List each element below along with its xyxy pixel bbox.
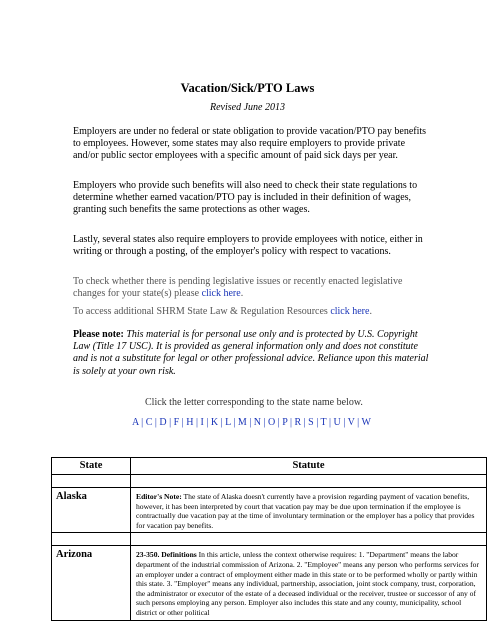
- letter-link-l[interactable]: L: [225, 417, 231, 428]
- letter-index: [132, 417, 371, 428]
- intro-paragraph-1: Employers are under no federal or state obligation to provide vacation/PTO pay benefits to employees. However, some states may also require employers to provide private and/or public sector employees with a specific amount of paid sick days per year.: [73, 126, 427, 162]
- statute-heading: 23-350. Definitions: [136, 550, 197, 560]
- letter-separator: |: [275, 417, 283, 428]
- statute-cell: [131, 546, 487, 620]
- letter-link-d[interactable]: D: [159, 417, 167, 428]
- letter-link-m[interactable]: M: [237, 417, 247, 428]
- letter-separator: |: [260, 417, 268, 428]
- legislation-text: To check whether there is pending legislative issues or recently enacted legislative changes for your state(s) please: [73, 276, 403, 300]
- letter-link-p[interactable]: P: [282, 417, 288, 428]
- resources-paragraph: To access additional SHRM State Law & Regulation Resources click here.: [73, 306, 372, 317]
- letter-link-a[interactable]: A: [132, 417, 139, 428]
- state-cell: Arizona: [52, 546, 131, 620]
- note-label: Please note:: [73, 329, 124, 340]
- table-row: [52, 546, 487, 620]
- table-spacer-row: [52, 475, 487, 488]
- table-spacer-row: [52, 533, 487, 546]
- revised-date: Revised June 2013: [210, 102, 285, 113]
- statute-table: [51, 457, 487, 621]
- letter-link-s[interactable]: S: [308, 417, 314, 428]
- resources-text: To access additional SHRM State Law & Regulation Resources: [73, 306, 331, 317]
- letter-link-c[interactable]: C: [145, 417, 153, 428]
- note-text: This material is for personal use only and is protected by U.S. Copyright Law (Title 17 USC). It is provided as general information only and does not constitute and is not a substitute for legal or other professional advice. Reliance upon this material is solely at your own risk.: [73, 329, 429, 377]
- resources-link[interactable]: click here: [330, 306, 370, 317]
- statute-text: The state of Alaska doesn't currently have a provision regarding payment of vacation benefits, however, it has been interpreted by court that vacation pay may be due upon termination if the employee is contractually due vacation pay at the time of involuntary termination or the employer has a policy that provides for vacation pay benefits.: [136, 492, 475, 530]
- letter-separator: |: [313, 417, 321, 428]
- letter-link-v[interactable]: V: [347, 417, 355, 428]
- letter-separator: |: [203, 417, 211, 428]
- letter-link-o[interactable]: O: [268, 417, 276, 428]
- state-cell: Alaska: [52, 488, 131, 533]
- letter-link-k[interactable]: K: [210, 417, 219, 428]
- letter-instruction: Click the letter corresponding to the state name below.: [145, 397, 363, 408]
- letter-link-i[interactable]: I: [200, 417, 204, 428]
- letter-separator: |: [354, 417, 362, 428]
- letter-separator: |: [193, 417, 201, 428]
- letter-separator: |: [166, 417, 174, 428]
- letter-separator: |: [179, 417, 187, 428]
- letter-separator: |: [301, 417, 309, 428]
- letter-link-u[interactable]: U: [333, 417, 341, 428]
- legislation-link[interactable]: click here: [201, 288, 241, 300]
- letter-separator: |: [152, 417, 160, 428]
- letter-link-n[interactable]: N: [253, 417, 261, 428]
- letter-separator: |: [218, 417, 226, 428]
- letter-link-t[interactable]: T: [320, 417, 327, 428]
- table-header-row: [52, 458, 487, 475]
- letter-link-r[interactable]: R: [294, 417, 302, 428]
- letter-separator: |: [230, 417, 238, 428]
- letter-separator: |: [287, 417, 295, 428]
- document-title: Vacation/Sick/PTO Laws: [180, 81, 315, 95]
- copyright-note: [73, 329, 433, 378]
- statute-column-header: Statute: [131, 458, 487, 475]
- letter-link-f[interactable]: F: [173, 417, 180, 428]
- letter-separator: |: [340, 417, 348, 428]
- state-column-header: State: [52, 458, 131, 475]
- intro-paragraph-3: Lastly, several states also require employers to provide employees with notice, either in writing or through a posting, of the employer's policy with respect to vacations.: [73, 234, 423, 258]
- statute-text: In this article, unless the context otherwise requires: 1. "Department" means the labor department of the industrial commission of Arizona. 2. "Employee" means any person who performs services for an employer under a contract of employment either made in this state or to be performed wholly or partly within this state. 3. "Employer" means any individual, partnership, association, joint stock company, trust, corporation, the administrator or executor of the estate of a deceased individual or the receiver, trustee or successor of any of such persons employing any person. Employer also includes this state and any county, municipality, school district or other political: [136, 550, 479, 617]
- legislation-paragraph: To check whether there is pending legislative issues or recently enacted legislative changes for your state(s) please click here.: [73, 276, 403, 300]
- letter-link-h[interactable]: H: [186, 417, 194, 428]
- letter-link-w[interactable]: W: [361, 417, 371, 428]
- table-row: [52, 488, 487, 533]
- statute-heading: Editor's Note:: [136, 492, 182, 501]
- letter-separator: |: [246, 417, 254, 428]
- letter-separator: |: [138, 417, 146, 428]
- statute-cell: [131, 488, 487, 533]
- letter-separator: |: [326, 417, 334, 428]
- intro-paragraph-2: Employers who provide such benefits will also need to check their state regulations to determine whether earned vacation/PTO pay is included in their definition of wages, granting such benefits the same protections as other wages.: [73, 180, 418, 216]
